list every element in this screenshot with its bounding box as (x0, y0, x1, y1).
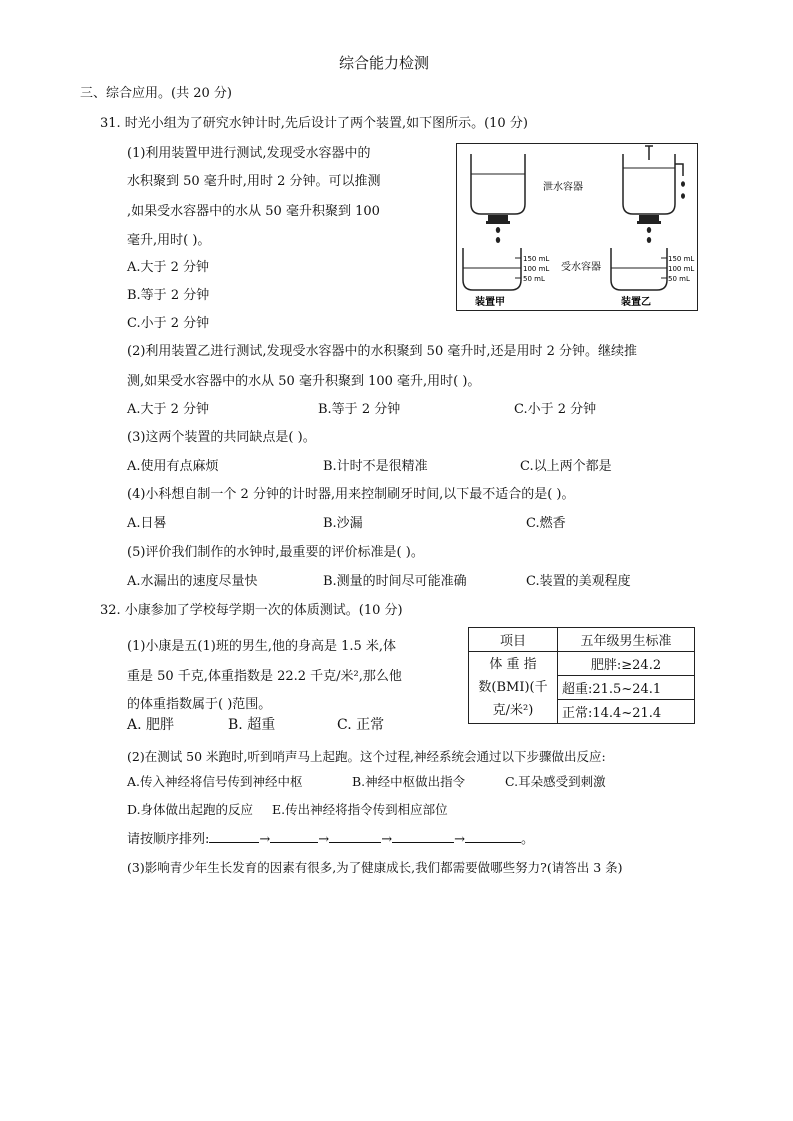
q32-p1-option-b[interactable]: B. 超重 (228, 717, 276, 733)
order-answer-row (127, 828, 534, 847)
table-header-standard: 五年级男生标准 (558, 628, 695, 652)
q31-p5-option-c[interactable]: C.装置的美观程度 (526, 574, 631, 589)
q32-p2-option-c: C.耳朵感受到刺激 (505, 774, 606, 789)
order-arrow-3: → (381, 832, 393, 847)
page-title: 综合能力检测 (339, 54, 430, 72)
order-blank-5[interactable] (465, 830, 521, 843)
order-blank-4[interactable] (392, 830, 454, 843)
label-device-b: 装置乙 (621, 297, 651, 308)
q31-p4-option-b[interactable]: B.沙漏 (323, 516, 363, 531)
order-arrow-2: → (318, 832, 330, 847)
order-blank-1[interactable] (209, 830, 259, 843)
table-cell-obese: 肥胖:≥24.2 (558, 652, 695, 676)
q32-p1-line2: 重是 50 千克,体重指数是 22.2 千克/米²,那么他 (127, 669, 402, 684)
table-cell-normal: 正常:14.4~21.4 (558, 700, 695, 724)
q32-p1-option-c[interactable]: C. 正常 (337, 717, 385, 733)
q31-p1-line4: 毫升,用时( )。 (127, 233, 211, 248)
q31-stem: 31. 时光小组为了研究水钟计时,先后设计了两个装置,如下图所示。(10 分) (100, 116, 528, 131)
q31-p3-option-c[interactable]: C.以上两个都是 (520, 459, 612, 474)
order-arrow-1: → (259, 832, 271, 847)
device-b-nozzle (639, 215, 659, 221)
q31-p1-line1: (1)利用装置甲进行测试,发现受水容器中的 (127, 146, 371, 161)
q31-p2-option-b[interactable]: B.等于 2 分钟 (318, 402, 401, 417)
q31-p1-option-b[interactable]: B.等于 2 分钟 (127, 288, 210, 303)
table-row-label-line2: 数(BMI)(千 (478, 680, 548, 695)
q32-p3: (3)影响青少年生长发育的因素有很多,为了健康成长,我们都需要做哪些努力?(请答出 3 条) (127, 860, 623, 875)
q31-p1-line3: ,如果受水容器中的水从 50 毫升积聚到 100 (127, 204, 380, 219)
q31-p4-option-c[interactable]: C.燃香 (526, 516, 566, 531)
q31-p2-line1: (2)利用装置乙进行测试,发现受水容器中的水积聚到 50 毫升时,还是用时 2 分钟。继续推 (127, 344, 638, 359)
device-b-drops (647, 227, 651, 243)
order-label: 请按顺序排列: (127, 832, 210, 847)
q32-p2-option-d: D.身体做出起跑的反应 (127, 802, 254, 817)
q31-p3: (3)这两个装置的共同缺点是( )。 (127, 430, 316, 445)
q32-p1-line1: (1)小康是五(1)班的男生,他的身高是 1.5 米,体 (127, 639, 397, 654)
section-heading: 三、综合应用。(共 20 分) (80, 86, 232, 101)
device-a-drops (496, 227, 500, 243)
order-end-mark: 。 (521, 832, 535, 847)
q32-p2-option-a: A.传入神经将信号传到神经中枢 (127, 774, 303, 789)
device-b-mark-100: 100 mL (668, 265, 695, 273)
q31-p3-option-b[interactable]: B.计时不是很精准 (323, 459, 428, 474)
table-header-item: 项目 (469, 628, 558, 652)
q31-p2-option-a[interactable]: A.大于 2 分钟 (127, 402, 210, 417)
order-blank-3[interactable] (329, 830, 381, 843)
q31-p3-option-a[interactable]: A.使用有点麻烦 (127, 459, 219, 474)
q32-p1-line3: 的体重指数属于( )范围。 (127, 697, 272, 712)
order-arrow-4: → (454, 832, 466, 847)
q31-p5-option-b[interactable]: B.测量的时间尽可能准确 (323, 574, 467, 589)
device-a-nozzle (488, 215, 508, 221)
q32-p2-option-b: B.神经中枢做出指令 (352, 774, 466, 789)
q32-p1-option-a[interactable]: A. 肥胖 (127, 717, 175, 733)
table-row-label (469, 652, 558, 724)
device-a-mark-100: 100 mL (523, 265, 550, 273)
label-receive-container: 受水容器 (561, 262, 601, 273)
device-b-mark-50: 50 mL (668, 275, 690, 283)
water-clock-svg (457, 144, 697, 310)
label-drain-container: 泄水容器 (543, 182, 583, 193)
table-cell-overweight: 超重:21.5~24.1 (558, 676, 695, 700)
device-b-overflow-drops (681, 181, 685, 199)
water-clock-diagram (456, 143, 698, 311)
label-device-a: 装置甲 (475, 297, 505, 308)
device-a-mark-50: 50 mL (523, 275, 545, 283)
q31-p5: (5)评价我们制作的水钟时,最重要的评价标准是( )。 (127, 545, 424, 560)
device-b-drain-container (623, 146, 683, 214)
device-a-drain-container (471, 154, 525, 214)
q31-p1-option-a[interactable]: A.大于 2 分钟 (127, 260, 210, 275)
q32-stem: 32. 小康参加了学校每学期一次的体质测试。(10 分) (100, 603, 403, 618)
device-b-mark-150: 150 mL (668, 255, 695, 263)
q32-p2-option-e: E.传出神经将指令传到相应部位 (272, 802, 448, 817)
q31-p4: (4)小科想自制一个 2 分钟的计时器,用来控制刷牙时间,以下最不适合的是( )。 (127, 487, 575, 502)
order-blank-2[interactable] (270, 830, 318, 843)
bmi-standard-table (468, 627, 695, 724)
q31-p4-option-a[interactable]: A.日晷 (127, 516, 167, 531)
table-row-label-line3: 克/米²) (492, 703, 534, 718)
device-a-mark-150: 150 mL (523, 255, 550, 263)
table-row-label-line1: 体 重 指 (489, 657, 537, 672)
device-a-receive-container (463, 248, 521, 290)
q31-p2-line2: 测,如果受水容器中的水从 50 毫升积聚到 100 毫升,用时( )。 (127, 374, 481, 389)
q32-p2: (2)在测试 50 米跑时,听到哨声马上起跑。这个过程,神经系统会通过以下步骤做出反应: (127, 749, 606, 764)
device-b-receive-container (611, 248, 667, 290)
q31-p1-option-c[interactable]: C.小于 2 分钟 (127, 316, 210, 331)
q31-p2-option-c[interactable]: C.小于 2 分钟 (514, 402, 597, 417)
q31-p5-option-a[interactable]: A.水漏出的速度尽量快 (127, 574, 258, 589)
q31-p1-line2: 水积聚到 50 毫升时,用时 2 分钟。可以推测 (127, 174, 381, 189)
